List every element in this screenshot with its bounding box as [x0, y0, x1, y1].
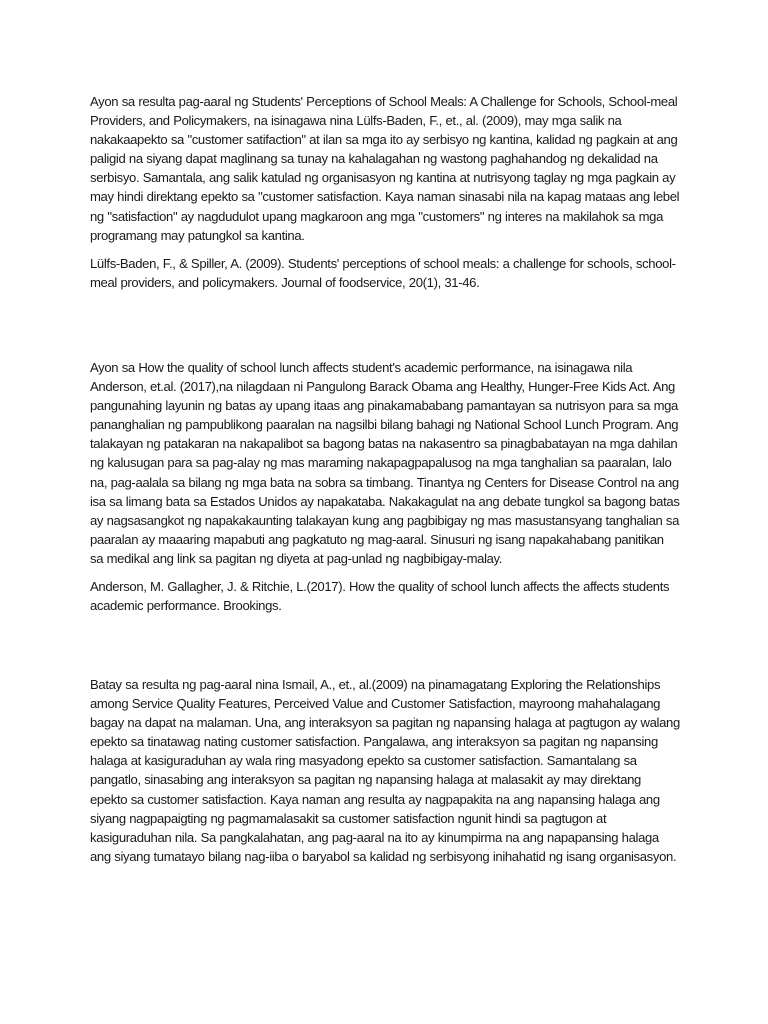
body-paragraph: Batay sa resulta ng pag-aaral nina Ismail, A., et., al.(2009) na pinamagatang Exploring the Relationships among Service Quality Features, Perceived Value and Customer Satisfaction, mayroong mahahalagang bagay na dapat na malaman. Una, ang interaksyon sa pagitan ng napansing halaga at pagtugon ay walang epekto sa tinatawag nating customer satisfaction. Pangalawa, ang interaksyon sa pagitan ng napansing halaga at kasiguraduhan ay wala ring masyadong epekto sa customer satisfaction. Samantalang sa pangatlo, sinasabing ang interaksyon sa pagitan ng napansing halaga at malasakit ay may direktang epekto sa customer satisfaction. Kaya naman ang resulta ay nagpapakita na ang napansing halaga ang siyang nagpapaigting ng pagmamalasakit sa customer satisfaction ngunit hindi sa pagtugon at kasiguraduhan nila. Sa pangkalahatan, ang pag-aaral na ito ay kinumpirma na ang napapansing halaga ang siyang tumatayo bilang nag-iiba o baryabol sa kalidad ng serbisyong inihahatid ng isang organisasyon. [90, 677, 680, 864]
review-section-anderson [90, 358, 680, 615]
reference-citation: Anderson, M. Gallagher, J. & Ritchie, L.(2017). How the quality of school lunch affects the affects students academic performance. Brookings. [90, 579, 670, 614]
body-paragraph: Ayon sa resulta pag-aaral ng Students' Perceptions of School Meals: A Challenge for Schools, School-meal Providers, and Policymakers, na isinagawa nina Lülfs-Baden, F., et., al. (2009), may mga salik na nakakaapekto sa "customer satifaction" at ilan sa mga ito ay serbisyo ng kantina, kalidad ng pagkain at ang paligid na siyang dapat maglinang sa tunay na kahalagahan ng wastong paghahandog ng dekalidad na serbisyo. Samantala, ang salik katulad ng organisasyon ng kantina at nutrisyong taglay ng mga pagkain ay may hindi direktang epekto sa "customer satisfaction. Kaya naman sinasabi nila na kapag mataas ang lebel ng "satisfaction" ay nagdudulot upang magkaroon ang mga "customers" ng interes na makilahok sa mga programang may patungkol sa kantina. [90, 94, 680, 243]
reference-citation: Lülfs-Baden, F., & Spiller, A. (2009). Students' perceptions of school meals: a challenge for schools, school-meal providers, and policymakers. Journal of foodservice, 20(1), 31-46. [90, 255, 676, 290]
review-section-ismail [90, 675, 680, 866]
review-section-lulfs-baden [90, 92, 680, 292]
body-paragraph: Ayon sa How the quality of school lunch affects student's academic performance, na isinagawa nila Anderson, et.al. (2017),na nilagdaan ni Pangulong Barack Obama ang Healthy, Hunger-Free Kids Act. Ang pangunahing layunin ng batas ay upang itaas ang pinakamababang pamantayan sa nutrisyon para sa mga pananghalian ng pampublikong paaralan na nagsilbi bilang bahagi ng National School Lunch Program. Ang talakayan ng patakaran na nakapalibot sa bagong batas na nakasentro sa pinagbabatayan na mga dahilan ng kalusugan para sa pag-alay ng mas maraming nakapagpapalusog na mga tanghalian sa paaralan, lalo na, pag-aalala sa bilang ng mga bata na sobra sa timbang. Tinantya ng Centers for Disease Control na ang isa sa limang bata sa Estados Unidos ay napakataba. Nakakagulat na ang debate tungkol sa bagong batas ay nagsasangkot ng napakakaunting talakayan kung ang pagbibigay ng mas masustansyang tanghalian sa paaralan ay maaaring mapabuti ang pagkatuto ng mag-aaral. Sinusuri ng isang napakahabang panitikan sa medikal ang link sa pagitan ng diyeta at pag-unlad ng nagbibigay-malay. [90, 360, 680, 566]
